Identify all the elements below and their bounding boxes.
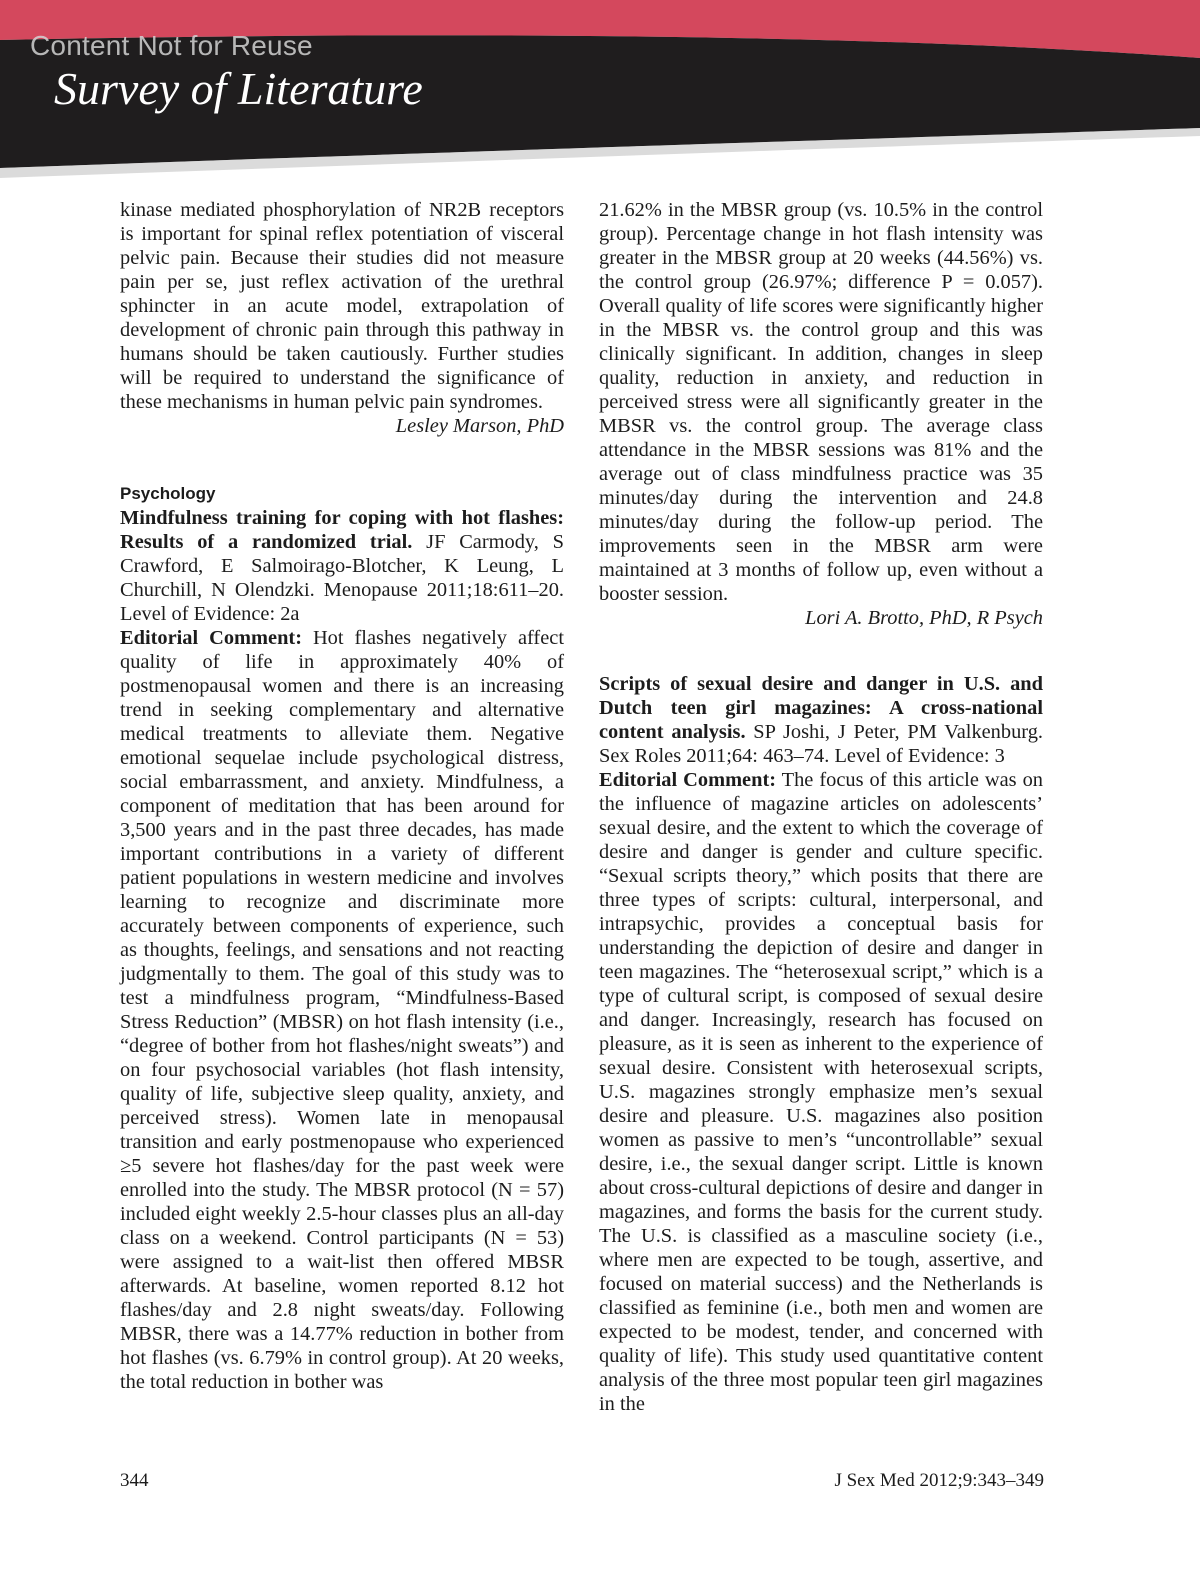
comment-text: The focus of this article was on the influence of magazine articles on adolescents’ sexual desire, and the extent to which the coverage of desire and danger is gender and culture specific. “Sexual scripts theory,” which posits that there are three types of scripts: cultural, interpersonal, and intrapsychic, provides a conceptual basis for understanding the depiction of desire and danger in teen magazines. The “heterosexual script,” which is a type of cultural script, is composed of sexual desire and danger. Increasingly, research has focused on pleasure, as it is seen as inherent to the experience of sexual desire. Consistent with heterosexual scripts, U.S. magazines strongly emphasize men’s sexual desire and pleasure. U.S. magazines also position women as passive to men’s “uncontrollable” sexual desire, i.e., the sexual danger script. Little is known about cross-cultural depictions of desire and danger in magazines, and forms the basis for the current study. The U.S. is classified as a masculine society (i.e., where men are expected to be tough, assertive, and focused on material success) and the Netherlands is classified as feminine (i.e., both men and women are expected to be modest, tender, and concerned with quality of life). This study used quantitative content analysis of the three most popular teen girl magazines in the: [599, 769, 1043, 1415]
article-entry: [120, 506, 564, 626]
editorial-comment: [599, 768, 1043, 1416]
editorial-comment: [120, 626, 564, 1394]
journal-reference: J Sex Med 2012;9:343–349: [834, 1470, 1044, 1491]
continued-paragraph: 21.62% in the MBSR group (vs. 10.5% in the control group). Percentage change in hot flash intensity was greater in the MBSR group at 20 weeks (44.56%) vs. the control group (26.97%; difference P = 0.057). Overall quality of life scores were significantly higher in the MBSR vs. the control group and this was clinically significant. In addition, changes in sleep quality, reduction in anxiety, and reduction in perceived stress were all significantly greater in the MBSR vs. the control group. The average class attendance in the MBSR sessions was 81% and the average out of class mindfulness practice was 35 minutes/day during the intervention and 24.8 minutes/day during the follow-up period. The improvements seen in the MBSR arm were maintained at 3 months of follow up, even without a booster session.: [599, 199, 1043, 605]
reviewer-signature: Lori A. Brotto, PhD, R Psych: [805, 607, 1043, 629]
category-heading: Psychology: [120, 484, 216, 503]
comment-label: Editorial Comment:: [120, 627, 302, 649]
article-citation: JF Carmody, S Crawford, E Salmoirago-Blotcher, K Leung, L Churchill, N Olendzki. Menopause 2011;18:611–20. Level of Evidence: 2a: [120, 531, 564, 625]
comment-text: Hot flashes negatively affect quality of life in approximately 40% of postmenopausal women and there is an increasing trend in seeking complementary and alternative medical treatments to alleviate them. Negative emotional sequelae include psychological distress, social embarrassment, and anxiety. Mindfulness, a component of meditation that has been around for 3,500 years and in the past three decades, has made important contributions in a variety of different patient populations in western medicine and involves learning to recognize and discriminate more accurately between components of experience, such as thoughts, feelings, and sensations and not reacting judgmentally to them. The goal of this study was to test a mindfulness program, “Mindfulness-Based Stress Reduction” (MBSR) on hot flash intensity (i.e., “degree of bother from hot flashes/night sweats”) and on four psychosocial variables (hot flash intensity, quality of life, subjective sleep quality, anxiety, and perceived stress). Women late in menopausal transition and early postmenopause who experienced ≥5 severe hot flashes/day for the past week were enrolled into the study. The MBSR protocol (N = 57) included eight weekly 2.5-hour classes plus an all-day class on a weekend. Control participants (N = 53) were assigned to a wait-list then offered MBSR afterwards. At baseline, women reported 8.12 hot flashes/day and 2.8 night sweats/day. Following MBSR, there was a 14.77% reduction in bother from hot flashes (vs. 6.79% in control group). At 20 weeks, the total reduction in bother was: [120, 627, 564, 1393]
article-title: Scripts of sexual desire and danger in U.S. and Dutch teen girl magazines: A cross-national content analysis.: [599, 673, 1043, 743]
article-title: Mindfulness training for coping with hot flashes: Results of a randomized trial.: [120, 507, 564, 553]
left-column: [120, 198, 564, 1394]
watermark-text: Content Not for Reuse: [30, 30, 313, 61]
comment-label: Editorial Comment:: [599, 769, 777, 791]
page-number: 344: [120, 1470, 149, 1491]
article-citation: SP Joshi, J Peter, PM Valkenburg. Sex Roles 2011;64: 463–74. Level of Evidence: 3: [599, 721, 1043, 767]
article-entry: [599, 672, 1043, 768]
right-column: [599, 198, 1043, 1416]
continued-paragraph: kinase mediated phosphorylation of NR2B receptors is important for spinal reflex potentiation of visceral pelvic pain. Because their studies did not measure pain per se, just reflex activation of the urethral sphincter in an acute model, extrapolation of development of chronic pain through this pathway in humans should be taken cautiously. Further studies will be required to understand the significance of these mechanisms in human pelvic pain syndromes.: [120, 199, 564, 413]
section-title: Survey of Literature: [54, 63, 423, 114]
reviewer-signature: Lesley Marson, PhD: [395, 415, 564, 437]
